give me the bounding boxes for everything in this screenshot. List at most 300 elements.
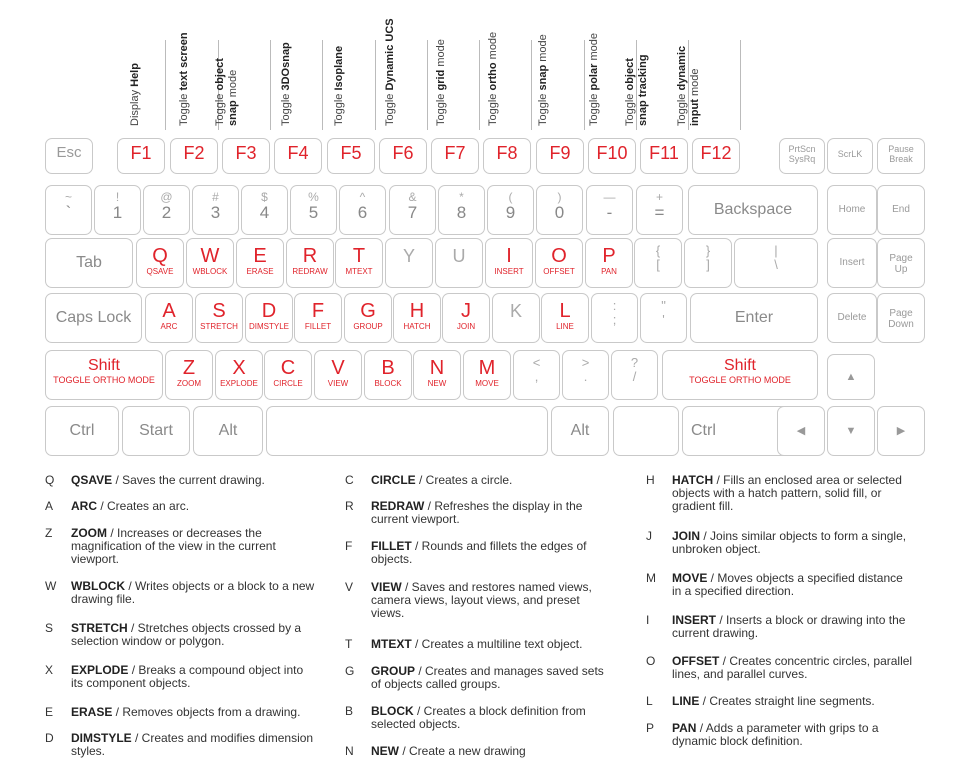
key-z[interactable] xyxy=(165,350,213,400)
fkey-label-line xyxy=(227,58,240,126)
key-label: Q xyxy=(152,245,168,267)
key-label: : xyxy=(612,298,617,313)
key-label: QSAVE xyxy=(146,267,174,276)
key-d[interactable] xyxy=(245,293,293,343)
legend-item xyxy=(45,622,315,648)
key-f12[interactable] xyxy=(692,138,740,174)
key-label: M xyxy=(478,357,496,379)
legend-letter: T xyxy=(345,637,353,651)
key-space[interactable] xyxy=(266,406,548,456)
legend-desc-rest: a single, unbroken object. xyxy=(672,529,907,556)
fkey-label-part: dynamic xyxy=(676,45,688,91)
key-v[interactable] xyxy=(314,350,362,400)
fkey-label-part: mode xyxy=(588,33,600,64)
legend-item xyxy=(345,705,615,731)
fkey-label-part: Toggle xyxy=(624,90,636,126)
legend-text xyxy=(672,655,914,681)
legend-desc: / Moves objects a specified xyxy=(707,571,855,585)
legend-command: GROUP xyxy=(371,664,416,678)
key-label: ◀ xyxy=(796,425,806,437)
fkey-label-line xyxy=(214,58,227,126)
key-home[interactable] xyxy=(827,185,877,235)
legend-text xyxy=(71,527,315,566)
legend-letter: V xyxy=(345,580,354,594)
fkey-label-part: mode xyxy=(227,69,239,101)
legend-letter: B xyxy=(345,704,354,718)
key-label: Alt xyxy=(218,422,238,439)
key-bracket-0[interactable] xyxy=(634,238,682,288)
key-label: F9 xyxy=(549,143,571,163)
key-label: X xyxy=(232,357,246,379)
key-menu[interactable] xyxy=(613,406,679,456)
legend-desc-rest: of objects. xyxy=(371,539,587,566)
key-s[interactable] xyxy=(195,293,243,343)
key-f3[interactable] xyxy=(222,138,270,174)
key-label: BLOCK xyxy=(374,379,402,388)
key-x[interactable] xyxy=(215,350,263,400)
key-label: F5 xyxy=(340,143,362,163)
legend-desc-rest: modifies dimension styles. xyxy=(71,731,314,758)
divider xyxy=(427,40,428,130)
legend-letter: L xyxy=(646,694,653,708)
key-label: D xyxy=(261,300,277,322)
key-label: . xyxy=(583,369,588,384)
legend-desc: / Creates concentric circles, xyxy=(719,654,871,668)
legend-desc: / Creates a circle. xyxy=(415,473,513,487)
key-label: Pause xyxy=(888,144,914,154)
key-o[interactable] xyxy=(535,238,583,288)
key-label: 0 xyxy=(554,203,565,222)
key-e[interactable] xyxy=(236,238,284,288)
legend-letter: X xyxy=(45,663,54,677)
key-label: 4 xyxy=(259,203,270,222)
key-label: Enter xyxy=(734,309,774,326)
legend-desc-rest: by a selection window or polygon. xyxy=(71,621,302,648)
key-f5[interactable] xyxy=(327,138,375,174)
key-f7[interactable] xyxy=(431,138,479,174)
key-label: U xyxy=(452,246,466,266)
key-label: H xyxy=(409,300,425,322)
key-label: Caps Lock xyxy=(55,309,132,326)
legend-text xyxy=(371,665,615,691)
legend-desc: / Rounds and fillets the edges xyxy=(411,539,574,553)
key-label: ScrLK xyxy=(837,149,863,159)
key-label: * xyxy=(459,190,464,204)
key-f1[interactable] xyxy=(117,138,165,174)
key-label: F4 xyxy=(287,143,309,163)
key-label: Z xyxy=(182,357,196,379)
fkey-label-part: polar xyxy=(588,63,600,91)
key-q[interactable] xyxy=(136,238,184,288)
key-g[interactable] xyxy=(344,293,392,343)
legend-desc: / Creates and xyxy=(131,731,208,745)
key-end[interactable] xyxy=(877,185,925,235)
divider xyxy=(479,40,480,130)
legend-item xyxy=(646,572,914,598)
key-esc[interactable] xyxy=(45,138,93,174)
key-label: ZOOM xyxy=(177,379,201,388)
key-k[interactable] xyxy=(492,293,540,343)
key-f4[interactable] xyxy=(274,138,322,174)
legend-desc: / Joins similar objects to form xyxy=(700,529,859,543)
legend-command: MTEXT xyxy=(371,637,412,651)
legend-letter: S xyxy=(45,621,54,635)
key-t[interactable] xyxy=(335,238,383,288)
key-c[interactable] xyxy=(264,350,312,400)
key-label: Ctrl xyxy=(69,422,95,439)
legend-desc-rest: object into its component objects. xyxy=(71,663,304,690)
divider xyxy=(270,40,271,130)
key-label: End xyxy=(892,204,910,215)
key-f[interactable] xyxy=(294,293,342,343)
legend-command: DIMSTYLE xyxy=(71,731,132,745)
legend-command: INSERT xyxy=(672,613,717,627)
key-label: J xyxy=(461,300,471,322)
legend-desc: / Saves the current drawing. xyxy=(112,473,265,487)
key-h[interactable] xyxy=(393,293,441,343)
key-f11[interactable] xyxy=(640,138,688,174)
fkey-label-line xyxy=(178,32,191,126)
key-u[interactable] xyxy=(435,238,483,288)
key-label: P xyxy=(602,245,616,267)
legend-desc-rest: a block to a new drawing file. xyxy=(71,579,315,606)
legend-desc: / Fills an enclosed area or selected xyxy=(713,473,902,487)
legend-desc-rest: in the current viewport. xyxy=(371,499,583,526)
key-l[interactable] xyxy=(541,293,589,343)
legend-item xyxy=(646,474,914,513)
legend-desc-rest: objects with a hatch pattern, solid fill, or gradient fill. xyxy=(672,486,882,513)
key-label: F8 xyxy=(496,143,518,163)
legend-text xyxy=(672,722,914,748)
legend-item xyxy=(45,474,315,487)
key-label: GROUP xyxy=(353,322,383,331)
key-label: ^ xyxy=(359,190,366,204)
key-num-0[interactable] xyxy=(45,185,92,235)
key-label: Shift xyxy=(723,357,756,374)
legend-desc-rest: views, camera views, layout views, and preset views. xyxy=(371,580,592,620)
fkey-label-f9 xyxy=(537,34,551,126)
key-label: ▲ xyxy=(845,371,857,383)
fkey-label-line xyxy=(129,63,142,126)
legend-command: PAN xyxy=(672,721,697,735)
divider xyxy=(531,40,532,130)
key-num-1[interactable] xyxy=(94,185,141,235)
legend-letter: E xyxy=(45,705,54,719)
legend-text xyxy=(71,732,315,758)
legend-desc: / Saves and restores named xyxy=(401,580,556,594)
fkey-label-part: Toggle xyxy=(384,90,396,126)
key-label: Down xyxy=(888,319,914,330)
key-label: W xyxy=(200,245,220,267)
key-y[interactable] xyxy=(385,238,433,288)
key-label: ▶ xyxy=(896,425,906,437)
key-j[interactable] xyxy=(442,293,490,343)
key-num-11[interactable] xyxy=(586,185,633,235)
legend-text xyxy=(71,622,315,648)
key-label: K xyxy=(509,301,522,321)
key-label: 3 xyxy=(210,203,221,222)
legend-command: ARC xyxy=(71,499,97,513)
legend-text xyxy=(71,500,315,513)
key-label: OFFSET xyxy=(543,267,575,276)
key-label: PrtScn xyxy=(788,144,816,154)
key-num-2[interactable] xyxy=(143,185,190,235)
key-label: ? xyxy=(630,355,639,370)
legend-item xyxy=(345,665,615,691)
fkey-label-line xyxy=(624,54,637,126)
key-label: Tab xyxy=(76,254,102,271)
key-scrlk[interactable] xyxy=(827,138,873,174)
legend-text xyxy=(371,705,615,731)
key-right-alt[interactable] xyxy=(551,406,609,456)
key-f9[interactable] xyxy=(536,138,584,174)
key-label: NEW xyxy=(427,379,447,388)
key-label: C xyxy=(280,357,296,379)
legend-item xyxy=(345,500,615,526)
key-pagedown[interactable] xyxy=(877,293,925,343)
key-n[interactable] xyxy=(413,350,461,400)
key-arrow-up[interactable] xyxy=(827,354,875,400)
fkey-label-part: Toggle xyxy=(537,90,549,126)
legend-desc-rest: into the current drawing. xyxy=(672,613,906,640)
key-arrow-down[interactable] xyxy=(827,406,875,456)
fkey-label-part: Dynamic UCS xyxy=(384,18,396,91)
key-label: Break xyxy=(889,154,913,164)
legend-item xyxy=(646,655,914,681)
key-label: O xyxy=(551,245,567,267)
key-left-alt[interactable] xyxy=(193,406,263,456)
key-label: ` xyxy=(65,203,72,222)
key-label: 2 xyxy=(161,203,172,222)
fkey-label-part: mode xyxy=(435,39,447,70)
legend-command: BLOCK xyxy=(371,704,414,718)
key-label: Ctrl xyxy=(691,422,716,439)
key-a[interactable] xyxy=(145,293,193,343)
legend-text xyxy=(371,581,615,620)
key-label: REDRAW xyxy=(292,267,328,276)
key-label: INSERT xyxy=(494,267,524,276)
legend-command: STRETCH xyxy=(71,621,128,635)
key-label: 7 xyxy=(407,203,418,222)
key-m[interactable] xyxy=(463,350,511,400)
legend-letter: A xyxy=(45,499,54,513)
legend-letter: G xyxy=(345,664,355,678)
key-semi-0[interactable] xyxy=(591,293,638,343)
key-num-4[interactable] xyxy=(241,185,288,235)
key-label: MTEXT xyxy=(345,267,373,276)
key-label: EXPLODE xyxy=(220,379,258,388)
key-f10[interactable] xyxy=(588,138,636,174)
key-label: A xyxy=(162,300,176,322)
legend-letter: D xyxy=(45,731,54,745)
key-label: + xyxy=(655,190,663,204)
key-label: LINE xyxy=(556,322,574,331)
key-label: STRETCH xyxy=(200,322,238,331)
key-num-6[interactable] xyxy=(339,185,386,235)
key-f8[interactable] xyxy=(483,138,531,174)
key-num-3[interactable] xyxy=(192,185,239,235)
fkey-label-part: snap xyxy=(537,64,549,91)
key-label: 9 xyxy=(505,203,516,222)
legend-desc-rest: from selected objects. xyxy=(371,704,586,731)
key-label: " xyxy=(661,298,666,313)
fkey-label-part: Help xyxy=(129,63,141,87)
key-label: ~ xyxy=(64,190,72,204)
key-label: PAN xyxy=(601,267,617,276)
legend-item xyxy=(45,664,315,690)
key-num-12[interactable] xyxy=(636,185,683,235)
divider xyxy=(584,40,585,130)
fkey-label-f4 xyxy=(280,42,294,126)
legend-item xyxy=(345,581,615,620)
legend-item xyxy=(345,540,615,566)
legend-letter: W xyxy=(45,579,57,593)
key-num-7[interactable] xyxy=(389,185,436,235)
key-label: B xyxy=(381,357,395,379)
legend-desc: / Removes objects from a drawing. xyxy=(112,705,301,719)
legend-letter: Q xyxy=(45,473,55,487)
fkey-label-part: snap tracking xyxy=(637,54,649,126)
key-pause[interactable] xyxy=(877,138,925,174)
key-label: L xyxy=(559,300,571,322)
key-delete[interactable] xyxy=(827,293,877,343)
key-label: / xyxy=(632,369,637,384)
legend-command: QSAVE xyxy=(71,473,113,487)
fkey-label-part: mode xyxy=(689,68,701,100)
fkey-label-f12 xyxy=(676,46,702,126)
key-prtscn[interactable] xyxy=(779,138,825,174)
key-label: HATCH xyxy=(403,322,431,331)
legend-item xyxy=(345,638,615,651)
function-key-descriptions xyxy=(0,0,975,130)
fkey-label-part: mode xyxy=(537,34,549,65)
key-label: 5 xyxy=(308,203,319,222)
key-num-9[interactable] xyxy=(487,185,534,235)
fkey-label-f3 xyxy=(214,58,240,126)
legend-text xyxy=(71,580,315,606)
legend-command: HATCH xyxy=(672,473,714,487)
legend-command: WBLOCK xyxy=(71,579,125,593)
key-label: ) xyxy=(557,190,562,204)
legend-letter: P xyxy=(646,721,655,735)
key-label: Esc xyxy=(56,144,82,161)
key-label: { xyxy=(655,243,661,258)
legend-item xyxy=(45,706,315,719)
key-label: WBLOCK xyxy=(192,267,228,276)
key-label: ( xyxy=(508,190,513,204)
key-label: F7 xyxy=(444,143,466,163)
divider xyxy=(740,40,741,130)
fkey-label-part: Isoplane xyxy=(333,45,345,91)
key-punct-0[interactable] xyxy=(513,350,560,400)
legend-item xyxy=(45,580,315,606)
key-label: DIMSTYLE xyxy=(248,322,289,331)
fkey-label-line xyxy=(384,18,397,126)
key-label: E xyxy=(253,245,267,267)
key-label: } xyxy=(705,243,711,258)
key-w[interactable] xyxy=(186,238,234,288)
key-pageup[interactable] xyxy=(877,238,925,288)
key-label: [ xyxy=(656,257,660,272)
fkey-label-part: Toggle xyxy=(178,90,190,126)
fkey-label-part: 3DOsnap xyxy=(280,42,292,91)
key-label: Backspace xyxy=(713,201,793,218)
key-label: 1 xyxy=(112,203,123,222)
key-label: # xyxy=(212,190,219,204)
key-label: & xyxy=(408,190,417,204)
key-bracket-2[interactable] xyxy=(734,238,818,288)
key-backspace[interactable] xyxy=(688,185,818,235)
fkey-label-part: snap xyxy=(227,100,239,126)
key-punct-1[interactable] xyxy=(562,350,609,400)
fkey-label-line xyxy=(487,32,500,126)
key-f6[interactable] xyxy=(379,138,427,174)
key-f2[interactable] xyxy=(170,138,218,174)
key-insert[interactable] xyxy=(827,238,877,288)
fkey-label-f6 xyxy=(384,18,398,126)
fkey-label-line xyxy=(537,34,550,126)
key-arrow-left[interactable] xyxy=(777,406,825,456)
key-num-10[interactable] xyxy=(536,185,583,235)
legend-desc: / Creates a block definition xyxy=(413,704,559,718)
divider xyxy=(375,40,376,130)
key-label: | xyxy=(774,243,778,258)
key-right-shift[interactable] xyxy=(662,350,818,400)
key-r[interactable] xyxy=(286,238,334,288)
key-label: S xyxy=(212,300,226,322)
fkey-label-line xyxy=(280,42,293,126)
legend-text xyxy=(371,474,615,487)
key-num-5[interactable] xyxy=(290,185,337,235)
legend-desc-rest: parallel lines, and parallel curves. xyxy=(672,654,913,681)
key-p[interactable] xyxy=(585,238,633,288)
legend-desc-rest: sets of objects called groups. xyxy=(371,664,604,691)
key-label: R xyxy=(302,245,318,267)
key-label: ] xyxy=(706,257,710,272)
key-label: Page xyxy=(889,253,913,264)
fkey-label-part: Toggle xyxy=(333,90,345,126)
key-bracket-1[interactable] xyxy=(684,238,732,288)
key-semi-1[interactable] xyxy=(640,293,687,343)
key-punct-2[interactable] xyxy=(611,350,658,400)
key-arrow-right[interactable] xyxy=(877,406,925,456)
key-label: FILLET xyxy=(304,322,332,331)
key-b[interactable] xyxy=(364,350,412,400)
fkey-label-line xyxy=(637,54,650,126)
fkey-label-part: Display xyxy=(129,86,141,126)
key-label: F2 xyxy=(183,143,205,163)
key-start[interactable] xyxy=(122,406,190,456)
fkey-label-line xyxy=(676,46,689,126)
key-label: Insert xyxy=(839,257,865,268)
legend-letter: O xyxy=(646,654,656,668)
key-i[interactable] xyxy=(485,238,533,288)
key-tab[interactable] xyxy=(45,238,133,288)
key-label: 6 xyxy=(357,203,368,222)
key-label: — xyxy=(603,190,616,204)
key-num-8[interactable] xyxy=(438,185,485,235)
legend-desc: / Writes objects or xyxy=(125,579,225,593)
key-left-ctrl[interactable] xyxy=(45,406,119,456)
key-caps-lock[interactable] xyxy=(45,293,142,343)
fkey-label-part: Toggle xyxy=(487,90,499,126)
key-left-shift[interactable] xyxy=(45,350,163,400)
legend-desc: / Breaks a compound xyxy=(128,663,246,677)
fkey-label-part: Toggle xyxy=(214,90,226,126)
key-label: Alt xyxy=(570,422,590,439)
key-label: ARC xyxy=(160,322,178,331)
key-enter[interactable] xyxy=(690,293,818,343)
